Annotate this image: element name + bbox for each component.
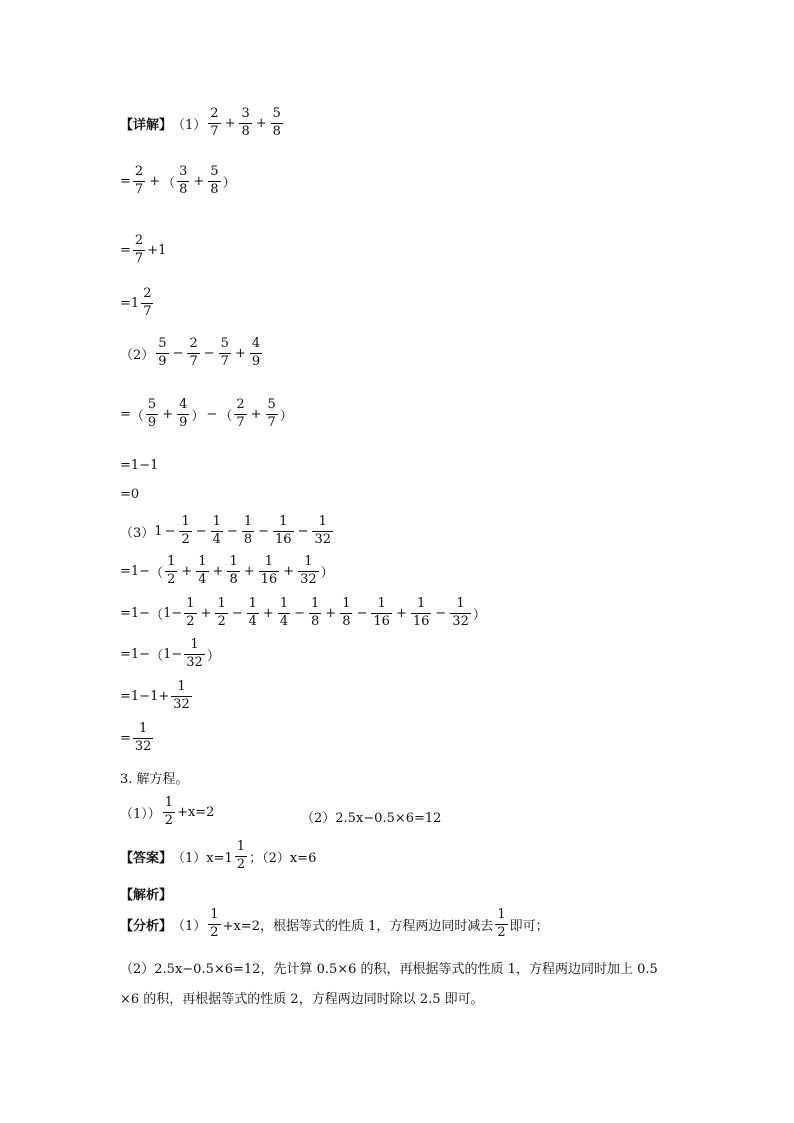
q2-step2: = 1−1 [120,458,159,473]
equation-row: （1）） $\frac{1}{2}$ +x=2 [120,795,215,828]
fraction: $\frac{4}{9}$ [179,397,188,430]
fraction: $\frac{2}{7}$ [236,397,245,430]
fraction: $\frac{1}{32}$ [300,554,317,587]
fenxi-line-1: 【分析】 （1） $\frac{1}{2}$ +x=2，根据等式的性质 1，方程两边同时减去 $\frac{1}{2}$ 即可； [120,907,549,940]
q2-label: （2） [120,347,155,363]
fraction: $\frac{1}{4}$ [248,596,257,629]
fraction: $\frac{1}{16}$ [275,514,292,547]
q3-result: = $\frac{1}{32}$ [120,721,152,754]
eq1-label: （1）） [120,806,161,822]
fraction: $\frac{1}{8}$ [243,514,253,547]
q2-step1: = （ $\frac{5}{9}$ + $\frac{4}{9}$ ） − （ $\frac{2}{7}$ + $\frac{5}{7}$ ） [120,397,293,430]
fraction: $\frac{2}{7}$ [189,336,198,369]
fenxi-line-2: （2）2.5x−0.5×6=12，先计算 0.5×6 的积，再根据等式的性质 1，方程两边同时加上 0.5 [120,962,658,977]
q2-result: = 0 [120,487,140,502]
q1-step2: = $\frac{2}{7}$ +1 [120,233,167,266]
fraction: $\frac{1}{32}$ [186,637,203,670]
fraction: $\frac{1}{32}$ [314,514,332,547]
fraction: $\frac{1}{32}$ [173,679,190,712]
fraction: $\frac{1}{4}$ [212,514,221,547]
fraction: $\frac{5}{7}$ [267,397,276,430]
fraction: $\frac{3}{8}$ [179,164,188,197]
jiexi-tag: 【解析】 [120,888,173,903]
fraction: $\frac{1}{8}$ [311,596,320,629]
fraction: $\frac{2}{7}$ [134,233,144,266]
fraction: $\frac{1}{8}$ [342,596,351,629]
fraction: $\frac{5}{7}$ [220,336,229,369]
q1-result: = 1 $\frac{2}{7}$ [120,286,152,319]
fraction: $\frac{1}{2}$ [186,596,195,629]
fraction: $\frac{3}{8}$ [241,106,250,139]
fraction: $\frac{1}{2}$ [181,514,190,547]
fraction: $\frac{2}{7}$ [134,164,144,197]
fenxi-tag: 【分析】 [120,918,173,934]
fraction: $\frac{1}{16}$ [260,554,278,587]
answer-line: 【答案】 （1）x=1 $\frac{1}{2}$ ；（2）x=6 [120,839,317,872]
fraction: $\frac{1}{2}$ [497,907,506,940]
q1-expression: 【详解】 （1） $\frac{2}{7}$ + $\frac{3}{8}$ + $\frac{5}{8}$ [120,106,281,139]
fraction: $\frac{1}{16}$ [373,596,390,629]
fraction: $\frac{1}{2}$ [164,795,174,828]
fraction: $\frac{1}{2}$ [236,839,246,872]
fraction: $\frac{1}{2}$ [167,554,176,587]
fraction: $\frac{1}{2}$ [210,907,219,940]
fraction: $\frac{5}{8}$ [272,106,281,139]
q1-label: （1） [172,117,207,133]
fraction: $\frac{1}{16}$ [412,596,430,629]
fraction: $\frac{1}{8}$ [229,554,238,587]
fraction: $\frac{1}{4}$ [198,554,207,587]
q1-step1: = $\frac{2}{7}$ + （ $\frac{3}{8}$ + $\frac{5}{8}$ ） [120,164,236,197]
fraction: $\frac{2}{7}$ [210,106,219,139]
fraction: $\frac{1}{2}$ [217,596,226,629]
q2-expression: （2） $\frac{5}{9}$ − $\frac{2}{7}$ − $\frac{5}{7}$ + $\frac{4}{9}$ [120,336,261,369]
q3-step1: = 1− （ $\frac{1}{2}$ + $\frac{1}{4}$ + $\frac{1}{8}$ + $\frac{1}{16}$ + $\frac{1}{32}$ ） [120,554,334,587]
q3-expression: （3） 1 − $\frac{1}{2}$ − $\frac{1}{4}$ − $\frac{1}{8}$ − $\frac{1}{16}$ − $\frac{1}{32}$ [120,514,332,547]
q3-step4: = 1−1+ $\frac{1}{32}$ [120,679,190,712]
q3-step3: = 1− （ 1− $\frac{1}{32}$ ） [120,637,220,670]
fraction: $\frac{1}{32}$ [452,596,469,629]
fraction: $\frac{5}{8}$ [210,164,219,197]
fraction: $\frac{5}{9}$ [147,397,157,430]
section-3-heading: 3. 解方程。 [120,772,189,787]
fraction: $\frac{1}{4}$ [279,596,289,629]
answer-tag: 【答案】 [120,850,173,866]
fraction: $\frac{5}{9}$ [158,336,167,369]
fraction: $\frac{1}{32}$ [134,721,152,754]
xiangjie-tag: 【详解】 [120,117,173,133]
fraction: $\frac{4}{9}$ [251,336,261,369]
equation-2: （2）2.5x−0.5×6=12 [301,811,442,826]
fraction: $\frac{2}{7}$ [143,286,152,319]
q3-step2: = 1− （ 1− $\frac{1}{2}$ + $\frac{1}{2}$ − $\frac{1}{4}$ + $\frac{1}{4}$ − $\frac{1}{8}$ + $\frac{1}{8}$ − $\frac{1}{16}$ + $\frac{1}{16}$ − $\frac{1}{32}$ ） [120,596,486,629]
q3-label: （3） [120,525,155,541]
fenxi-line-3: ×6 的积，再根据等式的性质 2，方程两边同时除以 2.5 即可。 [120,992,484,1007]
